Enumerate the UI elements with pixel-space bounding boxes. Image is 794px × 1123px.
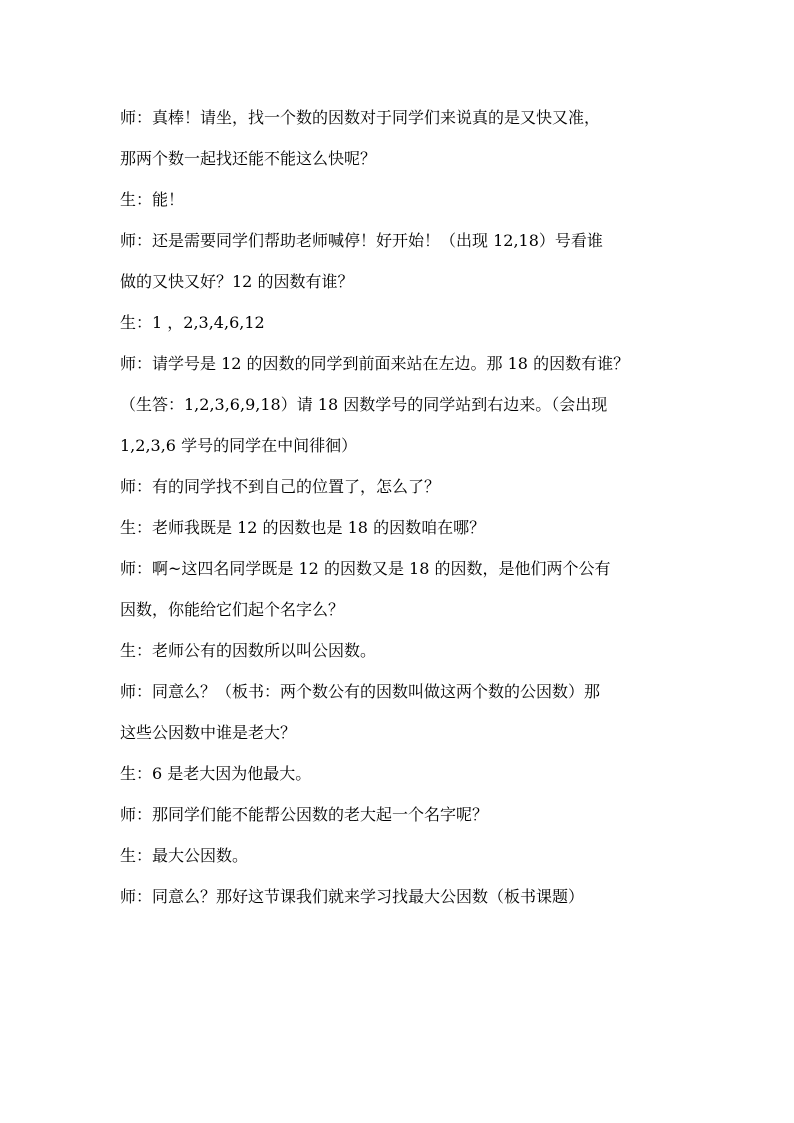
- text-line: 生：最大公因数。: [120, 846, 249, 865]
- text-line: 师：还是需要同学们帮助老师喊停！好开始！（出现 12,18）号看谁: [120, 231, 603, 250]
- text-line: 这些公因数中谁是老大？: [120, 723, 297, 742]
- text-line: 生：能！: [120, 190, 185, 209]
- text-line: 生：老师公有的因数所以叫公因数。: [120, 641, 377, 660]
- text-line: 生：1 ，2,3,4,6,12: [120, 313, 265, 332]
- text-line: 生：6 是老大因为他最大。: [120, 764, 312, 783]
- document-body: [120, 103, 695, 923]
- text-line: 师：同意么？那好这节课我们就来学习找最大公因数（板书课题）: [120, 887, 585, 906]
- text-line: 师：请学号是 12 的因数的同学到前面来站在左边。那 18 的因数有谁？: [120, 354, 630, 373]
- text-line: 那两个数一起找还能不能这么快呢？: [120, 149, 377, 168]
- text-line: 师：那同学们能不能帮公因数的老大起一个名字呢？: [120, 805, 489, 824]
- text-line: 师：同意么？（板书：两个数公有的因数叫做这两个数的公因数）那: [120, 682, 601, 701]
- text-line: 师：啊~这四名同学既是 12 的因数又是 18 的因数，是他们两个公有: [120, 559, 611, 578]
- text-line: 生：老师我既是 12 的因数也是 18 的因数咱在哪？: [120, 518, 486, 537]
- text-line: 师：真棒！请坐，找一个数的因数对于同学们来说真的是又快又准，: [120, 108, 601, 127]
- text-line: 1,2,3,6 学号的同学在中间徘徊）: [120, 436, 358, 455]
- text-line: （生答：1,2,3,6,9,18）请 18 因数学号的同学站到右边来。（会出现: [120, 395, 608, 414]
- text-line: 因数，你能给它们起个名字么？: [120, 600, 345, 619]
- text-line: 做的又快又好？12 的因数有谁？: [120, 272, 354, 291]
- text-line: 师：有的同学找不到自己的位置了，怎么了？: [120, 477, 441, 496]
